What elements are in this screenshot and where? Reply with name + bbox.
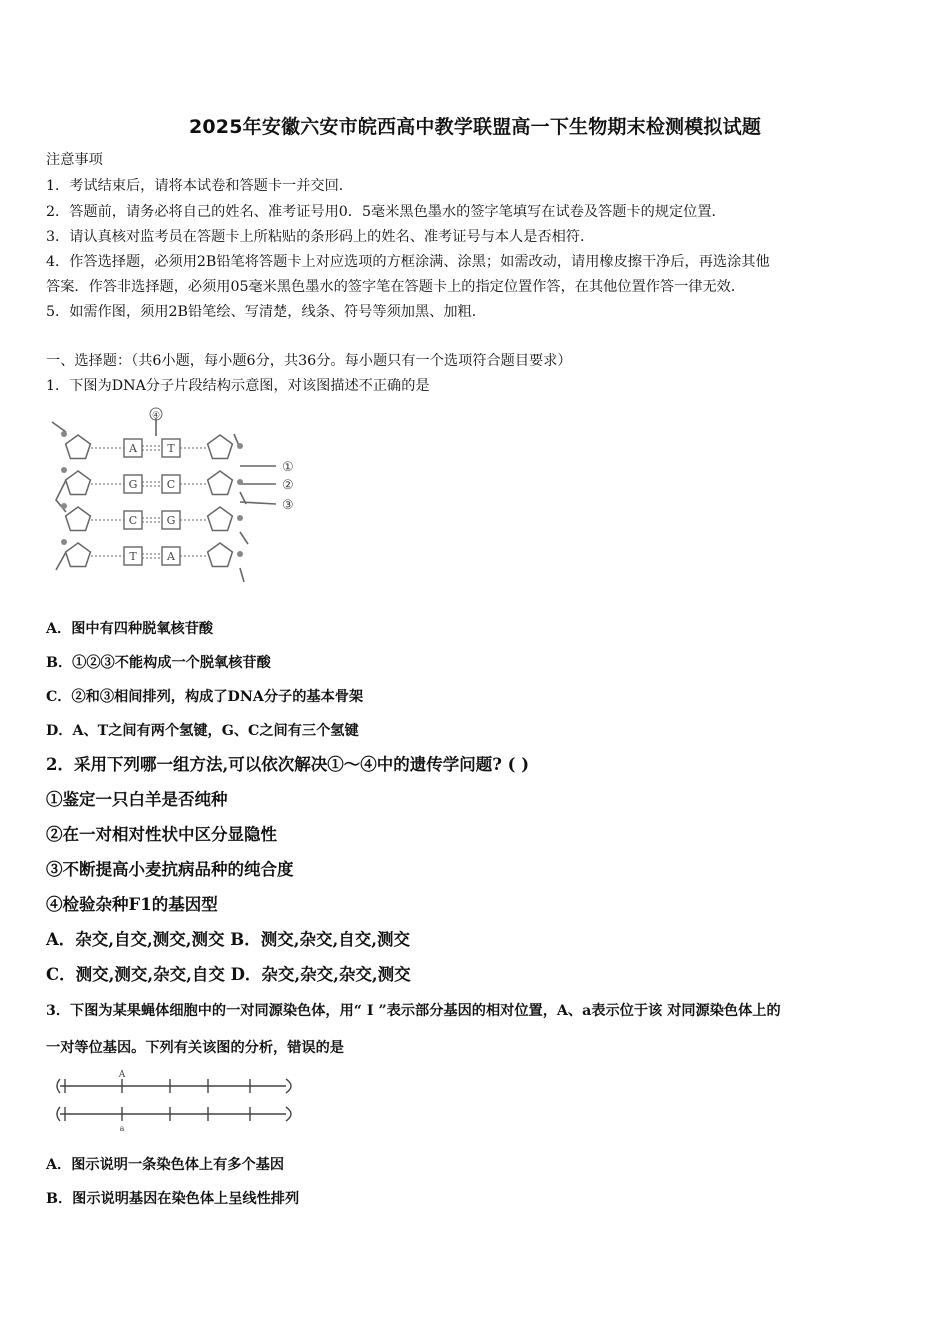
figure-label-4: ④ (151, 411, 161, 421)
phosphate-left (61, 503, 67, 509)
phosphate-left (61, 539, 67, 545)
q3-option-b: B．图示说明基因在染色体上呈线性排列 (46, 1191, 300, 1207)
deoxyribose-left (66, 471, 91, 495)
base-label-left: T (129, 550, 137, 563)
base-label-right: T (167, 442, 175, 455)
notice-item: 5．如需作图，须用2B铅笔绘、写清楚，线条、符号等须加黑、加粗． (46, 304, 486, 320)
q2-option-ab: A．杂交,自交,测交,测交 B．测交,杂交,自交,测交 (46, 930, 410, 949)
q1-option-c: C．②和③相间排列，构成了DNA分子的基本骨架 (46, 689, 364, 705)
q1-option-b: B．①②③不能构成一个脱氧核苷酸 (46, 655, 271, 671)
phosphate-right (237, 479, 243, 485)
base-label-left: G (128, 478, 138, 491)
base-label-right: C (166, 478, 176, 491)
q2-item: ③不断提高小麦抗病品种的纯合度 (46, 860, 294, 879)
question-3-stem-line2: 一对等位基因。下列有关该图的分析，错误的是 (46, 1040, 344, 1056)
phosphate-left (61, 467, 67, 473)
base-label-right: G (166, 514, 176, 527)
figure-label-3: ③ (282, 498, 294, 513)
gene-label-a: a (119, 1124, 125, 1132)
deoxyribose-left (66, 543, 91, 567)
gene-label-A: A (118, 1070, 126, 1080)
notice-item: 4．作答选择题，必须用2B铅笔将答题卡上对应选项的方框涂满、涂黑；如需改动，请用橡皮擦干净后，再选涂其他 (46, 254, 770, 270)
notice-item: 3．请认真核对监考员在答题卡上所粘贴的条形码上的姓名、准考证号与本人是否相符． (46, 229, 595, 245)
base-label-left: C (128, 514, 138, 527)
q2-item: ①鉴定一只白羊是否纯种 (46, 790, 228, 809)
q3-option-a: A．图示说明一条染色体上有多个基因 (46, 1157, 285, 1173)
q1-option-d: D．A、T之间有两个氢键，G、C之间有三个氢键 (46, 723, 359, 739)
deoxyribose-right (208, 435, 233, 459)
phosphate-left (61, 431, 67, 437)
deoxyribose-right (208, 507, 233, 531)
question-3-stem-line1: 3．下图为某果蝇体细胞中的一对同源染色体，用“ I ”表示部分基因的相对位置，A、a表示位于该 对同源染色体上的 (46, 1003, 781, 1019)
question-1-stem: 1．下图为DNA分子片段结构示意图，对该图描述不正确的是 (46, 378, 430, 394)
dna-structure-figure (44, 404, 296, 596)
base-label-right: A (167, 550, 175, 563)
phosphate-right (237, 551, 243, 557)
notice-item: 1．考试结束后，请将本试卷和答题卡一并交回． (46, 178, 353, 194)
section-heading: 一、选择题：（共6小题，每小题6分，共36分。每小题只有一个选项符合题目要求） (46, 353, 572, 369)
deoxyribose-left (66, 435, 91, 459)
phosphate-right (237, 515, 243, 521)
figure-label-2: ② (282, 478, 294, 493)
notice-item: 答案．作答非选择题，必须用05毫米黑色墨水的签字笔在答题卡上的指定位置作答，在其他位置作答一律无效． (46, 279, 746, 295)
q2-item: ②在一对相对性状中区分显隐性 (46, 825, 277, 844)
q2-option-cd: C．测交,测交,杂交,自交 D．杂交,杂交,杂交,测交 (46, 965, 411, 984)
notice-heading: 注意事项 (46, 152, 103, 168)
q2-item: ④检验杂种F1的基因型 (46, 895, 218, 914)
chromosome-figure (50, 1068, 300, 1132)
deoxyribose-right (208, 471, 233, 495)
figure-label-1: ① (282, 460, 294, 475)
deoxyribose-left (66, 507, 91, 531)
deoxyribose-right (208, 543, 233, 567)
page-title: 2025年安徽六安市皖西高中教学联盟高一下生物期末检测模拟试题 (188, 116, 762, 138)
q1-option-a: A．图中有四种脱氧核苷酸 (46, 621, 214, 637)
phosphate-right (237, 443, 243, 449)
question-2-stem: 2．采用下列哪一组方法,可以依次解决①～④中的遗传学问题? ( ) (46, 755, 529, 774)
base-label-left: A (129, 442, 137, 455)
notice-item: 2．答题前，请务必将自己的姓名、准考证号用0．5毫米黑色墨水的签字笔填写在试卷及答题卡的规定位置． (46, 204, 726, 220)
